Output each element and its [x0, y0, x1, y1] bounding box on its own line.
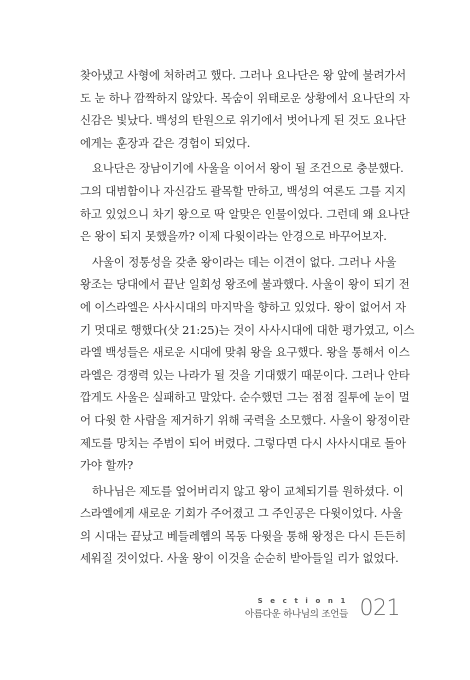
section-label: S e c t i o n 1 — [257, 597, 348, 605]
text-line: 라엘은 경쟁력 있는 나라가 될 것을 기대했기 때문이다. 그러나 안타 — [80, 367, 410, 382]
paragraph-3 — [80, 251, 415, 477]
text-line: 하나님은 제도를 엎어버리지 않고 왕이 교체되기를 원하셨다. 이 — [92, 483, 404, 498]
text-line: 깝게도 사울은 실패하고 말았다. 순수했던 그는 점점 질투에 눈이 멀 — [80, 390, 410, 405]
text-line: 스라엘에게 새로운 기회가 주어졌고 그 주인공은 다윗이었다. 사울 — [80, 506, 403, 521]
text-line: 세워질 것이었다. 사울 왕이 이것을 순순히 받아들일 리가 없었다. — [80, 551, 399, 566]
body-text — [80, 64, 415, 573]
text-line: 에 이스라엘은 사사시대의 마지막을 향하고 있었다. 왕이 없어서 자 — [80, 299, 407, 314]
text-line: 기 멋대로 행했다(삿 21:25)는 것이 사사시대에 대한 평가였고, 이스 — [80, 322, 415, 337]
text-line: 요나단은 장남이기에 사울을 이어서 왕이 될 조건으로 충분했다. — [92, 161, 404, 176]
book-title: 아름다운 하나님의 조언들 — [244, 609, 348, 620]
text-line: 그의 대범함이나 자신감도 괄목할 만하고, 백성의 여론도 그를 지지 — [80, 183, 407, 198]
paragraph-2 — [80, 157, 410, 247]
paragraph-4 — [80, 480, 407, 570]
text-line: 라엘 백성들은 새로운 시대에 맞춰 왕을 요구했다. 왕을 통해서 이스 — [80, 345, 410, 360]
text-line: 왕조는 당대에서 끝난 일회성 왕조에 불과했다. 사울이 왕이 되기 전 — [80, 277, 410, 292]
text-line: 어 다윗 한 사람을 제거하기 위해 국력을 소모했다. 사울이 왕정이란 — [80, 412, 410, 427]
text-line: 의 시대는 끝났고 베들레헴의 목동 다윗을 통해 왕정은 다시 든든히 — [80, 528, 407, 543]
text-line: 에게는 훈장과 같은 경험이 되었다. — [80, 135, 251, 150]
page-footer — [200, 597, 400, 621]
text-line: 도 눈 하나 깜짝하지 않았다. 목숨이 위태로운 상황에서 요나단의 자 — [80, 90, 410, 105]
text-line: 은 왕이 되지 못했을까? 이제 다윗이라는 안경으로 바꾸어보자. — [80, 229, 387, 244]
text-line: 사울이 정통성을 갖춘 왕이라는 데는 이견이 없다. 그러나 사울 — [92, 254, 397, 269]
text-line: 하고 있었으니 차기 왕으로 딱 알맞은 인물이었다. 그런데 왜 요나단 — [80, 206, 410, 221]
text-line: 신감은 빛났다. 백성의 탄원으로 위기에서 벗어나게 된 것도 요나단 — [80, 113, 407, 128]
text-line: 가야 할까? — [80, 458, 134, 473]
page-number: 021 — [359, 596, 400, 621]
text-line: 찾아냈고 사형에 처하려고 했다. 그러나 요나단은 왕 앞에 불려가서 — [80, 68, 407, 82]
paragraph-1 — [80, 64, 410, 154]
text-line: 제도를 망치는 주범이 되어 버렸다. 그렇다면 다시 사사시대로 돌아 — [80, 435, 407, 450]
